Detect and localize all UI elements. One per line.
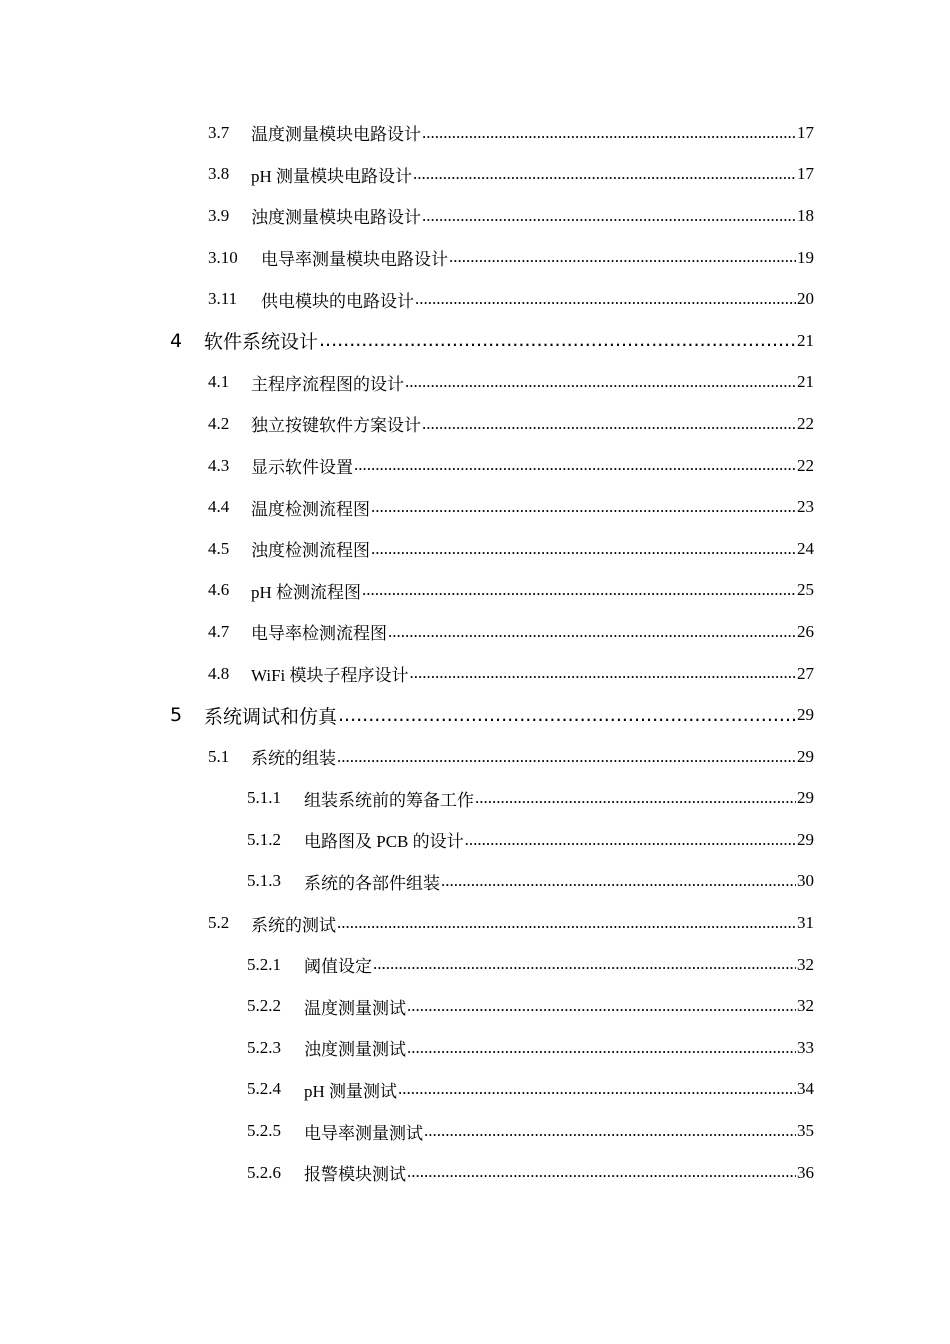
- toc-entry-page: 22: [797, 455, 814, 475]
- toc-dot-leader: [337, 747, 796, 767]
- toc-entry-page: 29: [797, 746, 814, 766]
- toc-entry-3-10: [0, 237, 950, 279]
- toc-entry-number: 5.1: [208, 746, 230, 766]
- toc-entry-number: 4.5: [208, 538, 230, 558]
- toc-entry-5-2-4: [0, 1069, 950, 1111]
- toc-dot-leader: [449, 247, 796, 267]
- toc-entry-number: 3.11: [208, 289, 238, 309]
- toc-entry-number: 5: [170, 704, 183, 727]
- toc-entry-page: 36: [797, 1162, 814, 1182]
- toc-entry-4-6: [0, 570, 950, 612]
- toc-entry-3-11: [0, 278, 950, 320]
- toc-entry-5-2: [0, 902, 950, 944]
- toc-dot-leader: [407, 996, 796, 1016]
- toc-entry-number: 5.2.5: [247, 1121, 281, 1141]
- toc-dot-leader: [407, 1038, 796, 1058]
- toc-entry-title: 独立按键软件方案设计: [251, 416, 421, 436]
- toc-entry-number: 4.1: [208, 372, 230, 392]
- toc-entry-title: pH 检测流程图: [251, 582, 362, 602]
- toc-entry-title: 系统的各部件组装: [304, 873, 440, 893]
- toc-dot-leader: [441, 871, 796, 891]
- toc-entry-number: 3.10: [208, 247, 238, 267]
- toc-entry-5-2-3: [0, 1027, 950, 1069]
- toc-entry-title: pH 测量测试: [304, 1081, 398, 1101]
- toc-entry-number: 5.2.6: [247, 1162, 281, 1182]
- toc-entry-page: 32: [797, 996, 814, 1016]
- toc-entry-5-1-2: [0, 819, 950, 861]
- toc-entry-title: 电导率检测流程图: [251, 624, 387, 644]
- toc-entry-number: 3.9: [208, 205, 230, 225]
- toc-entry-title: WiFi 模块子程序设计: [251, 666, 409, 686]
- toc-entry-page: 23: [797, 497, 814, 517]
- toc-entry-title: 浊度测量测试: [304, 1040, 406, 1060]
- toc-entry-title: 系统的组装: [251, 749, 336, 769]
- toc-entry-title: 供电模块的电路设计: [261, 291, 414, 311]
- toc-entry-number: 4.6: [208, 580, 230, 600]
- toc-entry-number: 5.1.2: [247, 829, 281, 849]
- toc-entry-title: 主程序流程图的设计: [251, 374, 404, 394]
- toc-dot-leader: [362, 580, 796, 600]
- toc-entry-title: 软件系统设计: [204, 331, 319, 354]
- toc-entry-page: 20: [797, 289, 814, 309]
- toc-entry-title: 系统调试和仿真: [204, 705, 338, 728]
- toc-entry-title: 阈值设定: [304, 957, 372, 977]
- toc-dot-leader: [398, 1079, 796, 1099]
- toc-dot-leader: [410, 663, 796, 683]
- toc-entry-page: 17: [797, 122, 814, 142]
- toc-entry-page: 30: [797, 871, 814, 891]
- toc-dot-leader: [338, 704, 796, 727]
- toc-entry-4-2: [0, 403, 950, 445]
- toc-entry-5-2-6: [0, 1152, 950, 1194]
- toc-dot-leader: [373, 954, 796, 974]
- toc-dot-leader: [475, 788, 796, 808]
- toc-entry-number: 4.8: [208, 663, 230, 683]
- toc-dot-leader: [371, 497, 796, 517]
- toc-entry-page: 21: [797, 372, 814, 392]
- toc-entry-5-2-1: [0, 944, 950, 986]
- toc-entry-page: 19: [797, 247, 814, 267]
- toc-entry-title: 系统的测试: [251, 915, 336, 935]
- toc-entry-number: 5.2.4: [247, 1079, 281, 1099]
- toc-entry-number: 4.2: [208, 413, 230, 433]
- toc-entry-title: 报警模块测试: [304, 1165, 406, 1185]
- toc-entry-number: 4.3: [208, 455, 230, 475]
- toc-entry-page: 35: [797, 1121, 814, 1141]
- toc-entry-number: 4: [170, 329, 183, 352]
- toc-dot-leader: [407, 1162, 796, 1182]
- toc-entry-title: 浊度检测流程图: [251, 541, 370, 561]
- table-of-contents: [0, 112, 950, 1193]
- toc-entry-4-4: [0, 486, 950, 528]
- toc-entry-number: 5.1.1: [247, 788, 281, 808]
- toc-entry-3-9: [0, 195, 950, 237]
- toc-dot-leader: [422, 414, 796, 434]
- toc-entry-page: 29: [797, 829, 814, 849]
- toc-dot-leader: [422, 123, 796, 143]
- toc-entry-title: 电导率测量模块电路设计: [261, 250, 448, 270]
- toc-entry-number: 4.4: [208, 497, 230, 517]
- toc-entry-4-5: [0, 528, 950, 570]
- toc-entry-number: 5.2.2: [247, 996, 281, 1016]
- toc-entry-page: 22: [797, 413, 814, 433]
- toc-entry-number: 5.1.3: [247, 871, 281, 891]
- toc-entry-page: 29: [797, 788, 814, 808]
- toc-entry-page: 17: [797, 164, 814, 184]
- toc-dot-leader: [424, 1121, 796, 1141]
- toc-entry-title: pH 测量模块电路设计: [251, 166, 413, 186]
- toc-entry-title: 组装系统前的筹备工作: [304, 790, 474, 810]
- toc-entry-number: 5.2.1: [247, 954, 281, 974]
- toc-entry-3-8: [0, 154, 950, 196]
- toc-dot-leader: [413, 164, 796, 184]
- toc-entry-4-3: [0, 445, 950, 487]
- toc-entry-number: 3.8: [208, 164, 230, 184]
- toc-entry-page: 18: [797, 205, 814, 225]
- toc-entry-5-1: [0, 736, 950, 778]
- toc-entry-page: 31: [797, 913, 814, 933]
- toc-entry-4-8: [0, 653, 950, 695]
- toc-entry-title: 温度测量模块电路设计: [251, 125, 421, 145]
- toc-entry-page: 29: [797, 705, 814, 725]
- toc-entry-5-2-5: [0, 1110, 950, 1152]
- toc-entry-3-7: [0, 112, 950, 154]
- toc-entry-4-7: [0, 611, 950, 653]
- toc-entry-title: 温度测量测试: [304, 998, 406, 1018]
- toc-entry-number: 3.7: [208, 122, 230, 142]
- toc-entry-number: 5.2.3: [247, 1037, 281, 1057]
- toc-entry-title: 温度检测流程图: [251, 499, 370, 519]
- toc-entry-4: [0, 320, 950, 362]
- toc-entry-5: [0, 694, 950, 736]
- toc-dot-leader: [371, 539, 796, 559]
- toc-dot-leader: [337, 913, 796, 933]
- toc-entry-5-1-1: [0, 778, 950, 820]
- toc-entry-page: 33: [797, 1037, 814, 1057]
- toc-dot-leader: [422, 206, 796, 226]
- toc-entry-number: 5.2: [208, 913, 230, 933]
- toc-dot-leader: [388, 622, 796, 642]
- toc-dot-leader: [405, 372, 796, 392]
- toc-entry-4-1: [0, 362, 950, 404]
- toc-dot-leader: [354, 455, 796, 475]
- toc-entry-5-2-2: [0, 985, 950, 1027]
- toc-entry-page: 34: [797, 1079, 814, 1099]
- toc-entry-page: 25: [797, 580, 814, 600]
- toc-dot-leader: [415, 289, 796, 309]
- toc-dot-leader: [319, 329, 796, 352]
- toc-entry-page: 21: [797, 330, 814, 350]
- toc-entry-title: 电导率测量测试: [304, 1123, 423, 1143]
- toc-entry-title: 显示软件设置: [251, 458, 353, 478]
- toc-entry-page: 27: [797, 663, 814, 683]
- toc-entry-title: 电路图及 PCB 的设计: [304, 832, 464, 852]
- toc-entry-page: 26: [797, 621, 814, 641]
- toc-entry-title: 浊度测量模块电路设计: [251, 208, 421, 228]
- toc-entry-5-1-3: [0, 861, 950, 903]
- toc-entry-page: 32: [797, 954, 814, 974]
- toc-entry-page: 24: [797, 538, 814, 558]
- toc-dot-leader: [465, 830, 796, 850]
- toc-entry-number: 4.7: [208, 621, 230, 641]
